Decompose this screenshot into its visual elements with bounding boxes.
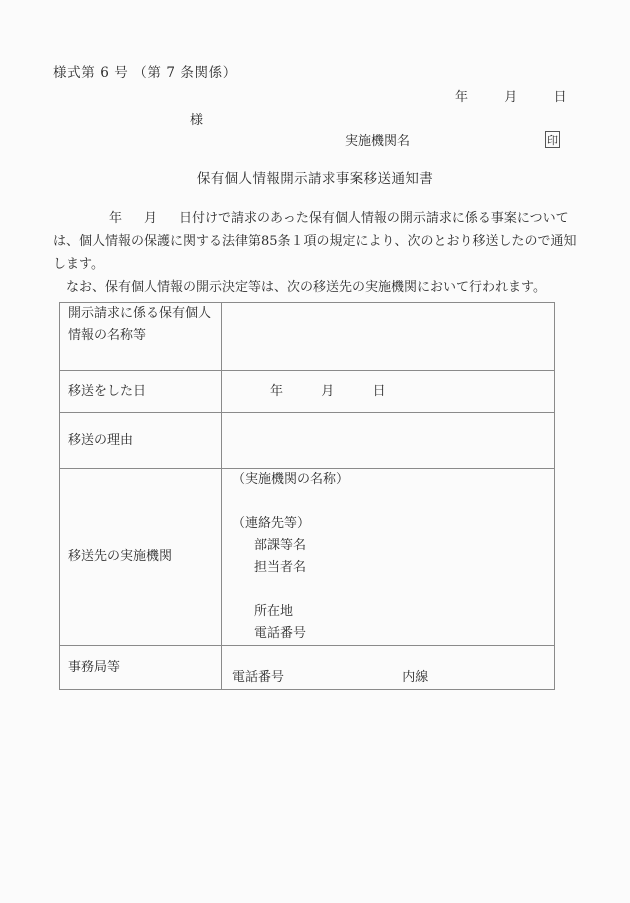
document-title: 保有個人情報開示請求事案移送通知書 xyxy=(196,171,434,187)
row-label-transfer-date: 移送をした日 xyxy=(60,371,222,413)
seal-stamp-box: 印 xyxy=(545,131,560,148)
issue-date-month: 月 xyxy=(504,90,518,105)
table-row xyxy=(60,371,555,413)
issuing-agency-row xyxy=(345,130,560,149)
destination-agency-name-line: （実施機関の名称） xyxy=(232,472,350,487)
body-paragraph-1 xyxy=(53,207,581,276)
issue-date-year: 年 xyxy=(455,90,469,105)
table-row xyxy=(60,646,555,690)
row-value-secretariat[interactable] xyxy=(222,646,555,690)
row-value-destination-agency[interactable] xyxy=(222,469,555,646)
body-paragraph-2: なお、保有個人情報の開示決定等は、次の移送先の実施機関において行われます。 xyxy=(66,280,546,295)
body-paragraph-1-text: 日付けで請求のあった保有個人情報の開示請求に係る事案については、個人情報の保護に関する法律第85条１項の規定により、次のとおり移送したので通知します。 xyxy=(53,211,577,272)
spacer-line xyxy=(232,579,554,601)
issue-date-day: 日 xyxy=(553,90,567,105)
secretariat-extension-label: 内線 xyxy=(402,670,429,685)
form-number: 様式第 6 号 （第 7 条関係） xyxy=(53,65,237,81)
row-label-transfer-reason: 移送の理由 xyxy=(60,413,222,469)
row-label-line-1: 開示請求に係る保有個人 xyxy=(68,306,212,321)
row-value-transfer-reason[interactable] xyxy=(222,413,555,469)
request-date-year: 年 xyxy=(109,211,123,226)
destination-person-line: 担当者名 xyxy=(254,560,307,575)
row-label-secretariat: 事務局等 xyxy=(60,646,222,690)
destination-department-line: 部課等名 xyxy=(254,538,307,553)
body-text xyxy=(53,207,581,299)
spacer-line xyxy=(232,491,554,513)
issuing-agency-label: 実施機関名 xyxy=(345,134,411,149)
table-row xyxy=(60,469,555,646)
row-label-destination-agency: 移送先の実施機関 xyxy=(60,469,222,646)
destination-phone-line: 電話番号 xyxy=(254,626,307,641)
table-row xyxy=(60,413,555,469)
row-value-transfer-date[interactable] xyxy=(222,371,555,413)
request-date-month: 月 xyxy=(144,211,158,226)
issue-date-line xyxy=(455,86,567,105)
destination-address-line: 所在地 xyxy=(254,604,294,619)
table-row xyxy=(60,303,555,371)
transfer-details-table xyxy=(59,302,555,690)
transfer-date-year: 年 xyxy=(270,383,284,399)
destination-contact-heading: （連絡先等） xyxy=(232,516,311,531)
transfer-date-day: 日 xyxy=(372,383,386,399)
row-value-disclosure-info-name[interactable] xyxy=(222,303,555,371)
addressee-honorific: 様 xyxy=(190,113,204,128)
transfer-date-month: 月 xyxy=(321,383,335,399)
row-label-line-2: 情報の名称等 xyxy=(68,328,147,343)
row-label-disclosure-info-name xyxy=(60,303,222,371)
secretariat-phone-label: 電話番号 xyxy=(232,670,285,685)
